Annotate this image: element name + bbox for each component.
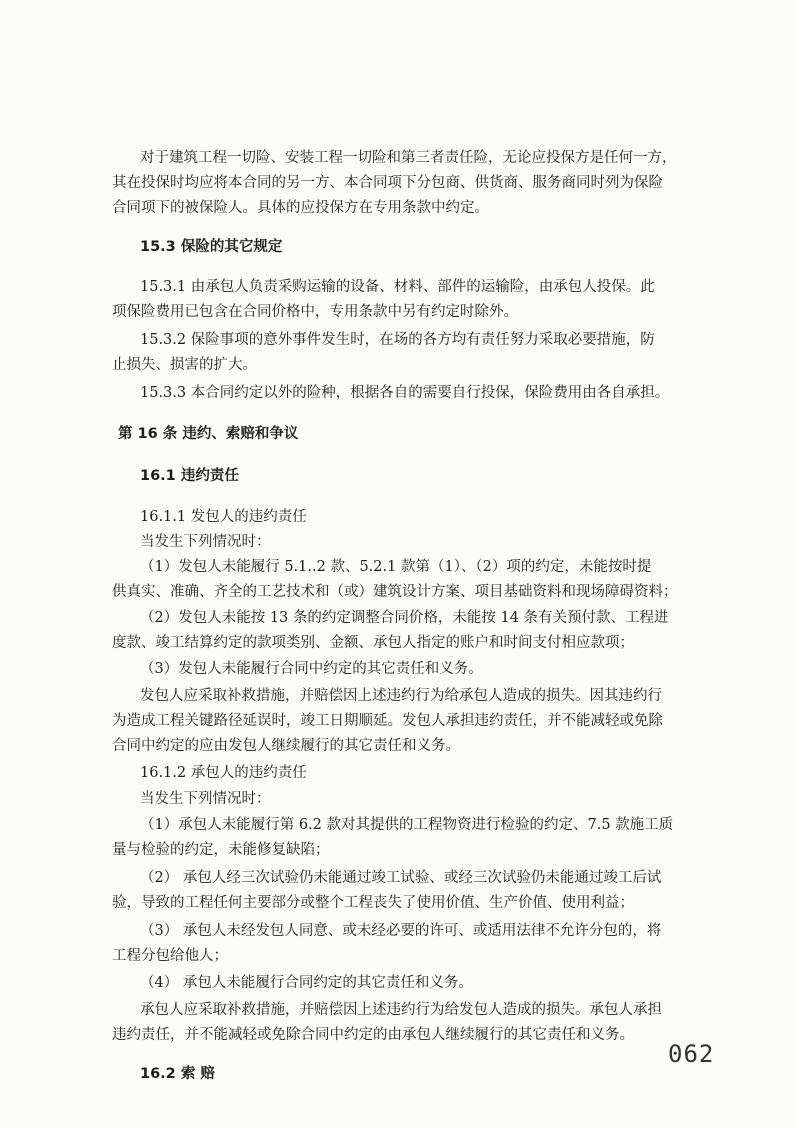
section-heading: 16.1 违约责任 (140, 468, 239, 484)
list-item-line: 供真实、准确、齐全的工艺技术和（或）建筑设计方案、项目基础资料和现场障碍资料； (112, 584, 678, 600)
clause-line: 15.3.3 本合同约定以外的险种，根据各自的需要自行投保，保险费用由各自承担。 (140, 385, 670, 401)
list-item-line: 度款、竣工结算约定的款项类别、金额、承包人指定的账户和时间支付相应款项； (112, 635, 634, 651)
clause-line: 止损失、损害的扩大。 (112, 357, 257, 373)
paragraph-line: 合同中约定的应由发包人继续履行的其它责任和义务。 (112, 738, 460, 754)
list-item-line: （2）发包人未能按 13 条的约定调整合同价格，未能按 14 条有关预付款、工程进 (140, 610, 669, 626)
list-item-line: 工程分包给他人； (112, 948, 228, 964)
subsection-heading: 16.1.1 发包人的违约责任 (140, 509, 307, 525)
paragraph-line: 其在投保时均应将本合同的另一方、本合同项下分包商、供货商、服务商同时列为保险 (112, 175, 663, 191)
paragraph-line: 发包人应采取补救措施，并赔偿因上述违约行为给承包人造成的损失。因其违约行 (140, 688, 662, 704)
list-item-line: 量与检验的约定，未能修复缺陷； (112, 842, 330, 858)
clause-line: 15.3.2 保险事项的意外事件发生时，在场的各方均有责任努力采取必要措施，防 (140, 332, 655, 348)
list-item-line: （3）发包人未能履行合同中约定的其它责任和义务。 (140, 661, 483, 677)
list-item-line: （1）发包人未能履行 5.1..2 款、5.2.1 款第（1）、（2）项的约定，未能按时提 (140, 559, 652, 575)
paragraph-line: 承包人应采取补救措施，并赔偿因上述违约行为给发包人造成的损失。承包人承担 (140, 1002, 662, 1018)
paragraph-line: 为造成工程关键路径延误时，竣工日期顺延。发包人承担违约责任，并不能减轻或免除 (112, 713, 663, 729)
list-item-line: （4） 承包人未能履行合同约定的其它责任和义务。 (140, 975, 473, 991)
paragraph-line: 合同项下的被保险人。具体的应投保方在专用条款中约定。 (112, 200, 489, 216)
list-item-line: （3） 承包人未经发包人同意、或未经必要的许可、或适用法律不允许分包的，将 (140, 923, 662, 939)
section-heading: 16.2 索 赔 (140, 1066, 215, 1082)
section-heading: 15.3 保险的其它规定 (140, 239, 283, 255)
clause-line: 15.3.1 由承包人负责采购运输的设备、材料、部件的运输险，由承包人投保。此 (140, 279, 655, 295)
paragraph-line: 当发生下列情况时： (140, 791, 271, 807)
list-item-line: （1）承包人未能履行第 6.2 款对其提供的工程物资进行检验的约定、7.5 款施工质 (140, 817, 674, 833)
list-item-line: （2） 承包人经三次试验仍未能通过竣工试验、或经三次试验仍未能通过竣工后试 (140, 870, 662, 886)
article-heading: 第 16 条 违约、索赔和争议 (118, 426, 299, 442)
paragraph-line: 违约责任，并不能减轻或免除合同中约定的由承包人继续履行的其它责任和义务。 (112, 1027, 634, 1043)
subsection-heading: 16.1.2 承包人的违约责任 (140, 765, 307, 781)
paragraph-line: 对于建筑工程一切险、安装工程一切险和第三者责任险，无论应投保方是任何一方， (140, 150, 677, 166)
paragraph-line: 当发生下列情况时： (140, 534, 271, 550)
list-item-line: 验，导致的工程任何主要部分或整个工程丧失了使用价值、生产价值、使用利益； (112, 895, 634, 911)
clause-line: 项保险费用已包含在合同价格中，专用条款中另有约定时除外。 (112, 304, 518, 320)
page-number: 062 (668, 1040, 715, 1068)
